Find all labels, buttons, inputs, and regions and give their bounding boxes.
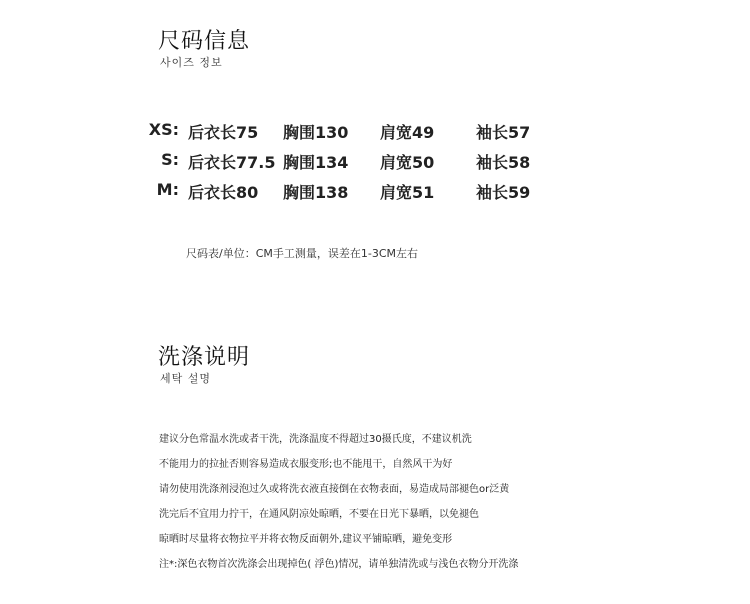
wash-instruction-line: 洗完后不宜用力拧干，在通风阴凉处晾晒，不要在日光下暴晒，以免褪色 — [159, 509, 479, 520]
wash-instruction-line: 不能用力的拉扯否则容易造成衣服变形;也不能甩干，自然风干为好 — [159, 459, 453, 470]
sleeve-value: 袖长58 — [476, 153, 531, 172]
wash-instruction-line: 建议分色常温水洗或者干洗，洗涤温度不得超过30摄氏度，不建议机洗 — [159, 434, 472, 445]
wash-instruction-line: 注*:深色衣物首次洗涤会出现掉色( 浮色)情况，请单独清洗或与浅色衣物分开洗涤 — [159, 559, 519, 570]
wash-section-title: 洗涤说明 — [158, 345, 251, 370]
sleeve-value: 袖长57 — [476, 123, 531, 142]
shoulder-value: 肩宽50 — [380, 153, 435, 172]
shoulder-value: 肩宽49 — [380, 123, 435, 142]
back-length-value: 后衣长75 — [188, 123, 259, 142]
size-section-title: 尺码信息 — [158, 29, 251, 54]
wash-instruction-line: 请勿使用洗涤剂浸泡过久或将洗衣液直接倒在衣物表面，易造成局部褪色or泛黄 — [159, 484, 510, 495]
wash-section-subtitle: 세탁 설명 — [160, 372, 212, 385]
size-label: M: — [156, 180, 179, 199]
sleeve-value: 袖长59 — [476, 183, 531, 202]
size-section-subtitle: 사이즈 정보 — [160, 56, 223, 69]
chest-value: 胸围134 — [283, 153, 349, 172]
back-length-value: 后衣长77.5 — [188, 153, 276, 172]
size-label: S: — [161, 150, 179, 169]
chest-value: 胸围130 — [283, 123, 349, 142]
chest-value: 胸围138 — [283, 183, 349, 202]
shoulder-value: 肩宽51 — [380, 183, 435, 202]
back-length-value: 后衣长80 — [188, 183, 259, 202]
measurement-note: 尺码表/单位：CM手工测量，误差在1-3CM左右 — [186, 247, 419, 260]
wash-instruction-line: 晾晒时尽量将衣物拉平并将衣物反面朝外,建议平铺晾晒，避免变形 — [159, 534, 453, 545]
size-label: XS: — [148, 120, 179, 139]
